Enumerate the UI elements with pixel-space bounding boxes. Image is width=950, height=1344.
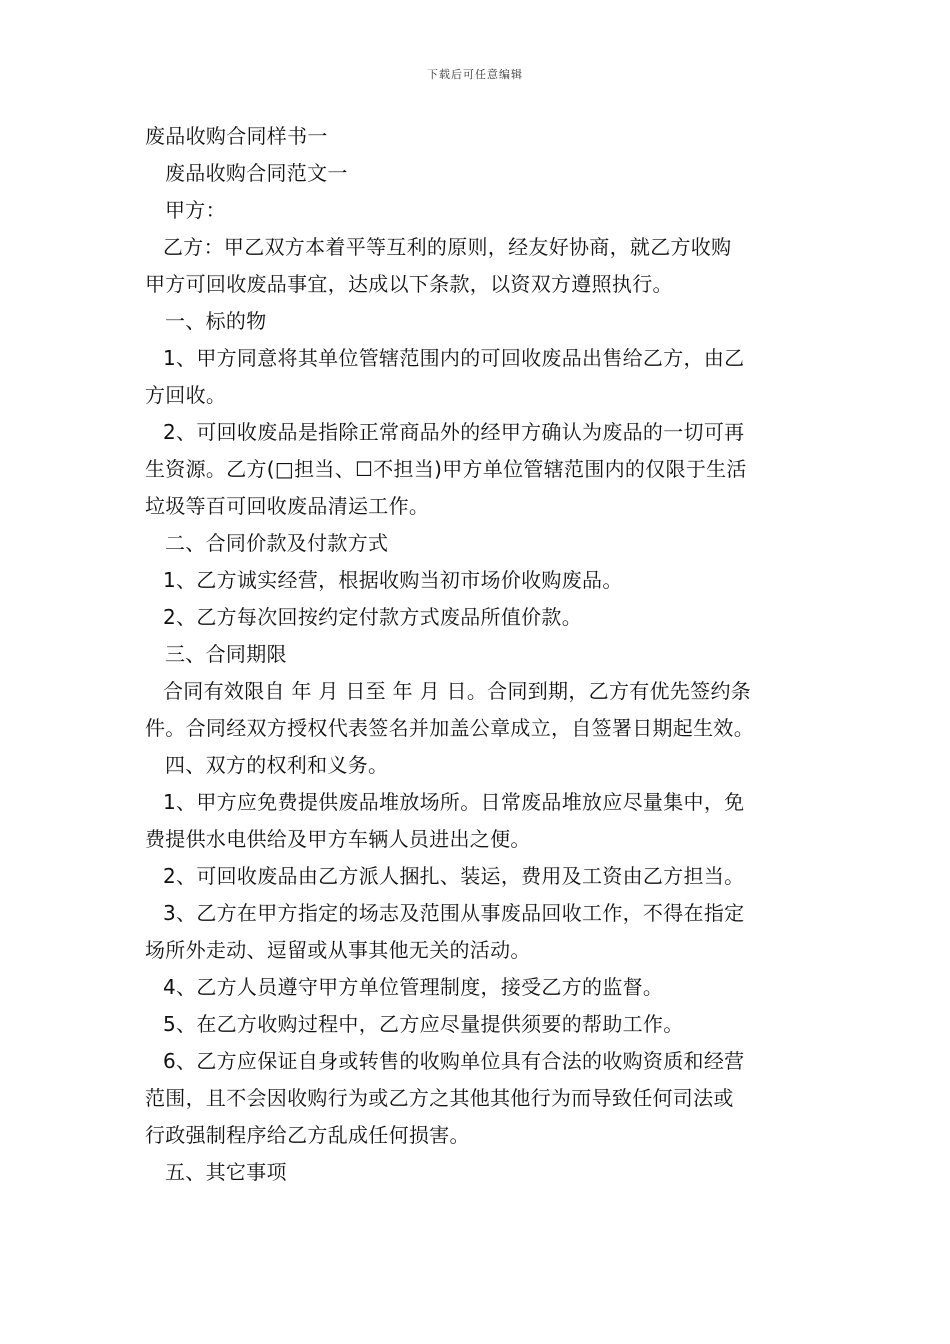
clause-line: 件。合同经双方授权代表签名并加盖公章成立，自签署日期起生效。 (145, 716, 754, 740)
contract-body (145, 118, 807, 1191)
clause-line: 1、乙方诚实经营，根据收购当初市场价收购废品。 (163, 568, 623, 592)
section-heading-1: 一、标的物 (165, 309, 267, 333)
clause-line: 4、乙方人员遵守甲方单位管理制度，接受乙方的监督。 (163, 975, 664, 999)
clause-line: 3、乙方在甲方指定的场志及范围从事废品回收工作，不得在指定 (163, 901, 745, 925)
paragraph-line: 乙方：甲乙双方本着平等互利的原则，经友好协商，就乙方收购 (163, 235, 732, 259)
clause-line: 方回收。 (145, 383, 227, 407)
document-subtitle: 废品收购合同范文一 (165, 161, 348, 185)
clause-line: 2、乙方每次回按约定付款方式废品所值价款。 (163, 605, 583, 629)
clause-line: 2、可回收废品是指除正常商品外的经甲方确认为废品的一切可再 (163, 420, 745, 444)
section-heading-2: 二、合同价款及付款方式 (165, 531, 389, 555)
clause-line: 范围，且不会因收购行为或乙方之其他其他行为而导致任何司法或 (145, 1086, 734, 1110)
section-heading-5: 五、其它事项 (165, 1160, 287, 1184)
clause-line: 行政强制程序给乙方乱成任何损害。 (145, 1123, 470, 1147)
clause-line: 垃圾等百可回收废品清运工作。 (145, 494, 430, 518)
clause-line: 6、乙方应保证自身或转售的收购单位具有合法的收购资质和经营 (163, 1049, 745, 1073)
section-heading-4: 四、双方的权利和义务。 (165, 753, 389, 777)
clause-line: 合同有效限自 年 月 日至 年 月 日。合同到期，乙方有优先签约条 (163, 679, 752, 703)
paragraph-line: 甲方可回收废品事宜，达成以下条款，以资双方遵照执行。 (145, 272, 673, 296)
clause-line: 1、甲方同意将其单位管辖范围内的可回收废品出售给乙方，由乙 (163, 346, 745, 370)
section-heading-3: 三、合同期限 (165, 642, 287, 666)
clause-line: 生资源。乙方(□担当、☐不担当)甲方单位管辖范围内的仅限于生活 (145, 457, 747, 481)
clause-line: 2、可回收废品由乙方派人捆扎、装运，费用及工资由乙方担当。 (163, 864, 745, 888)
clause-line: 费提供水电供给及甲方车辆人员进出之便。 (145, 827, 531, 851)
page-header-note: 下载后可任意编辑 (427, 68, 523, 81)
clause-line: 5、在乙方收购过程中，乙方应尽量提供须要的帮助工作。 (163, 1012, 684, 1036)
clause-line: 场所外走动、逗留或从事其他无关的活动。 (145, 938, 531, 962)
party-a-label: 甲方： (165, 198, 226, 222)
document-title: 废品收购合同样书一 (145, 124, 328, 148)
clause-line: 1、甲方应免费提供废品堆放场所。日常废品堆放应尽量集中，免 (163, 790, 745, 814)
